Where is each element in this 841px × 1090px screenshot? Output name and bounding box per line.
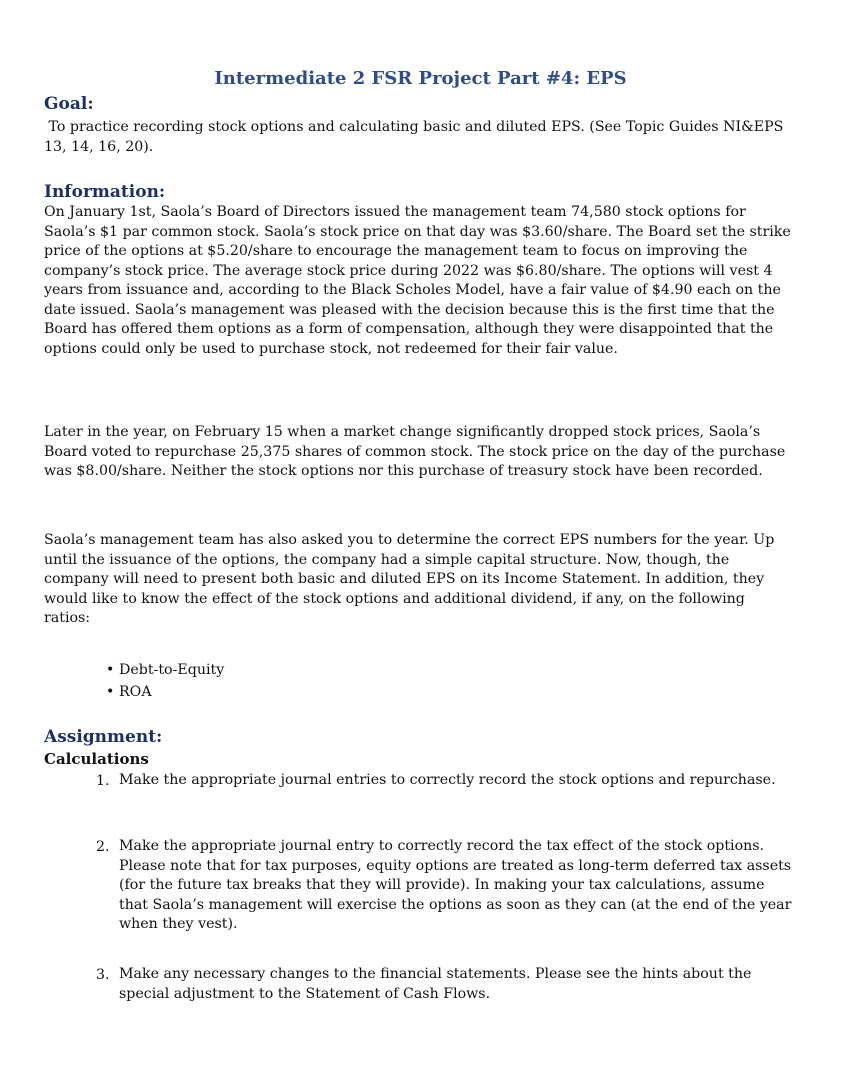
paragraph-line: Board has offered them options as a form of compensation, although they were disappointed that the bbox=[44, 321, 774, 337]
paragraph-line: Saola’s $1 par common stock. Saola’s stock price on that day was $3.60/share. The Board set the strike bbox=[44, 223, 791, 240]
item-line: special adjustment to the Statement of Cash Flows. bbox=[119, 985, 491, 1002]
bullet-icon: • bbox=[106, 684, 115, 700]
paragraph-line: was $8.00/share. Neither the stock options nor this purchase of treasury stock have been recorded. bbox=[44, 463, 763, 479]
information-paragraph-1 bbox=[44, 203, 804, 359]
item-line: Please note that for tax purposes, equity options are treated as long-term deferred tax assets bbox=[119, 857, 792, 874]
paragraph-line: Later in the year, on February 15 when a market change significantly dropped stock prices, Saola’s bbox=[44, 424, 761, 440]
information-paragraph-2 bbox=[44, 423, 804, 482]
list-item bbox=[106, 659, 224, 681]
paragraph-line: ratios: bbox=[44, 610, 91, 626]
information-heading: Information: bbox=[44, 182, 166, 202]
item-line: that Saola’s management will exercise the options as soon as they can (at the end of the year bbox=[119, 896, 792, 913]
assignment-heading: Assignment: bbox=[44, 727, 163, 747]
bullet-icon: • bbox=[106, 662, 115, 678]
item-number: 3. bbox=[96, 967, 110, 983]
goal-paragraph bbox=[44, 118, 804, 157]
item-line: Make the appropriate journal entries to correctly record the stock options and repurchase. bbox=[119, 772, 776, 788]
item-line: when they vest). bbox=[119, 916, 238, 932]
document-title: Intermediate 2 FSR Project Part #4: EPS bbox=[214, 68, 627, 89]
goal-heading: Goal: bbox=[44, 94, 94, 114]
paragraph-line: until the issuance of the options, the company had a simple capital structure. Now, though, the bbox=[44, 551, 730, 568]
list-item bbox=[106, 681, 224, 703]
paragraph-line: price of the options at $5.20/share to encourage the management team to focus on improving the bbox=[44, 243, 748, 259]
item-number: 1. bbox=[96, 773, 110, 789]
paragraph-line: date issued. Saola’s management was pleased with the decision because this is the first time that the bbox=[44, 301, 775, 318]
item-line: Make any necessary changes to the financial statements. Please see the hints about the bbox=[119, 966, 752, 982]
item-body bbox=[119, 837, 791, 935]
item-body bbox=[119, 965, 751, 1004]
paragraph-line: On January 1st, Saola’s Board of Directors issued the management team 74,580 stock options for bbox=[44, 204, 746, 220]
list-item-label: ROA bbox=[119, 684, 152, 700]
calculations-subheading: Calculations bbox=[44, 750, 149, 768]
item-number: 2. bbox=[96, 839, 110, 855]
paragraph-line: options could only be used to purchase stock, not redeemed for their fair value. bbox=[44, 340, 618, 357]
paragraph-line: Saola’s management team has also asked you to determine the correct EPS numbers for the year. Up bbox=[44, 532, 775, 548]
ratio-bullet-list bbox=[106, 659, 224, 703]
item-line: (for the future tax breaks that they will provide). In making your tax calculations, assume bbox=[119, 877, 765, 893]
paragraph-line: company’s stock price. The average stock price during 2022 was $6.80/share. The options will vest 4 bbox=[44, 262, 773, 279]
list-item-label: Debt-to-Equity bbox=[119, 662, 225, 678]
paragraph-line: would like to know the effect of the stock options and additional dividend, if any, on the following bbox=[44, 590, 745, 607]
paragraph-line: years from issuance and, according to the Black Scholes Model, have a fair value of $4.90 each on the bbox=[44, 282, 781, 298]
goal-line: To practice recording stock options and calculating basic and diluted EPS. (See Topic Guides NI&EPS bbox=[44, 119, 784, 135]
item-body bbox=[119, 771, 776, 791]
paragraph-line: company will need to present both basic and diluted EPS on its Income Statement. In addition, they bbox=[44, 571, 765, 587]
item-line: Make the appropriate journal entry to correctly record the tax effect of the stock options. bbox=[119, 838, 765, 854]
goal-line: 13, 14, 16, 20). bbox=[44, 138, 154, 155]
information-paragraph-3 bbox=[44, 531, 804, 629]
paragraph-line: Board voted to repurchase 25,375 shares of common stock. The stock price on the day of the purchase bbox=[44, 443, 786, 460]
